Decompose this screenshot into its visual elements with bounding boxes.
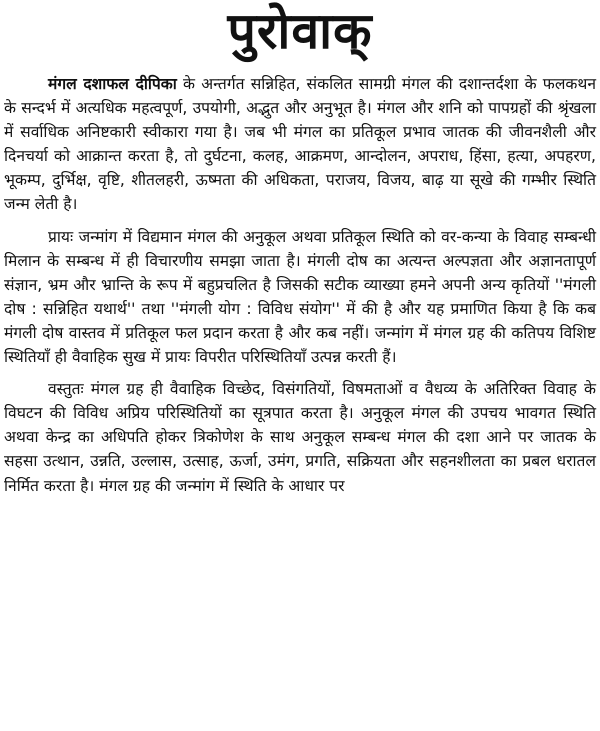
paragraph-2: प्रायः जन्मांग में विद्यमान मंगल की अनुकूल अथवा प्रतिकूल स्थिति को वर-कन्या के विवाह सम्बन्धी मिलान के सम्बन्ध में ही विचारणीय समझा जाता है। मंगली दोष का अत्यन्त अल्पज्ञता और अज्ञानतापूर्ण संज्ञान, भ्रम और भ्रान्ति के रूप में बहुप्रचलित है जिसकी सटीक व्याख्या हमने अपनी अन्य कृतियों ''मंगली दोष : सन्निहित यथार्थ'' तथा ''मंगली योग : विविध संयोग'' में की है और यह प्रमाणित किया है कि कब मंगली दोष वास्तव में प्रतिकूल फल प्रदान करता है और कब नहीं। जन्मांग में मंगल ग्रह की कतिपय विशिष्ट स्थितियाँ ही वैवाहिक सुख में प्रायः विपरीत परिस्थितियाँ उत्पन्न करती हैं। [4,227,596,367]
paragraph-3: वस्तुतः मंगल ग्रह ही वैवाहिक विच्छेद, विसंगतियों, विषमताओं व वैधव्य के अतिरिक्त विवाह के विघटन की विविध अप्रिय परिस्थितियों का सूत्रपात करता है। अनुकूल मंगल की उपचय भावगत स्थिति अथवा केन्द्र का अधिपति होकर त्रिकोणेश के साथ अनुकूल सम्बन्ध मंगल की दशा आने पर जातक के सहसा उत्थान, उन्नति, उल्लास, उत्साह, ऊर्जा, उमंग, प्रगति, सक्रियता और सहनशीलता का प्रबल धरातल निर्मित करता है। मंगल ग्रह की जन्मांग में स्थिति के आधार पर [4,380,596,495]
book-title-inline: मंगल दशाफल दीपिका [48,75,177,93]
paragraph-1-text: के अन्तर्गत सन्निहित, संकलित सामग्री मंगल की दशान्तर्दशा के फलकथन के सन्दर्भ में अत्यधिक महत्वपूर्ण, उपयोगी, अद्भुत और अनुभूत है। मंगल और शनि को पापग्रहों की श्रृंखला में सर्वाधिक अनिष्टकारी स्वीकारा गया है। जब भी मंगल का प्रतिकूल प्रभाव जातक की जीवनशैली और दिनचर्या को आक्रान्त करता है, तो दुर्घटना, कलह, आक्रमण, आन्दोलन, अपराध, हिंसा, हत्या, अपहरण, भूकम्प, दुर्भिक्ष, वृष्टि, शीतलहरी, ऊष्मता की अधिकता, पराजय, विजय, बाढ़ या सूखे की गम्भीर स्थिति जन्म लेती है। [4,75,596,214]
document-body [0,72,600,498]
page-title: पुरोवाक् [227,2,373,60]
paragraph-1 [4,72,596,217]
